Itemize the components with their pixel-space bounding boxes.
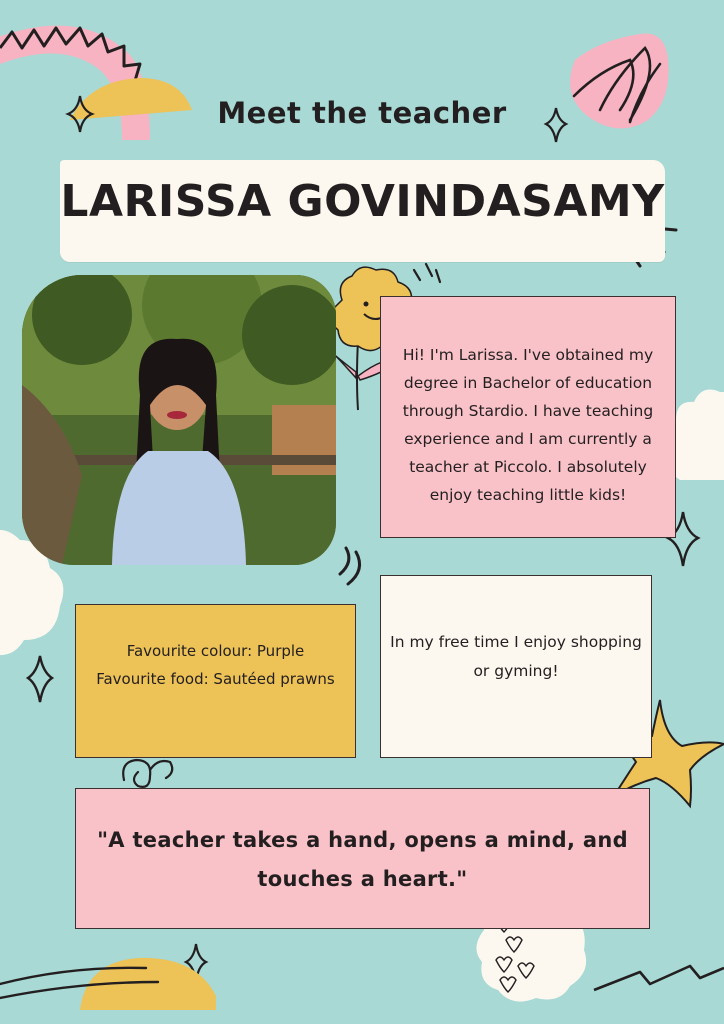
zigzag-line	[594, 966, 724, 990]
swirl-icon	[123, 760, 172, 787]
curve-marks	[340, 548, 360, 584]
favourite-colour: Favourite colour: Purple	[126, 642, 305, 660]
intro-text: Hi! I'm Larissa. I've obtained my degree in Bachelor of education through Stardio. I have teaching experience and I am currently a teacher at Piccolo. I absolutely enjoy teaching little kids!	[402, 346, 654, 504]
quote-text: "A teacher takes a hand, opens a mind, and touches a heart."	[97, 828, 628, 891]
favourite-food: Favourite food: Sautéed prawns	[96, 670, 335, 688]
favourites-box	[75, 604, 356, 758]
favourites-text	[96, 637, 335, 693]
teacher-name: LARISSA GOVINDASAMY	[60, 176, 665, 227]
quote-box	[75, 788, 650, 929]
cloud-icon	[670, 390, 724, 480]
free-time-text: In my free time I enjoy shopping or gyming!	[390, 633, 642, 680]
free-time-box	[380, 575, 652, 758]
sparkle-icon	[28, 656, 52, 702]
intro-box	[380, 296, 676, 538]
page-heading: Meet the teacher	[217, 96, 507, 130]
teacher-photo	[22, 275, 336, 565]
